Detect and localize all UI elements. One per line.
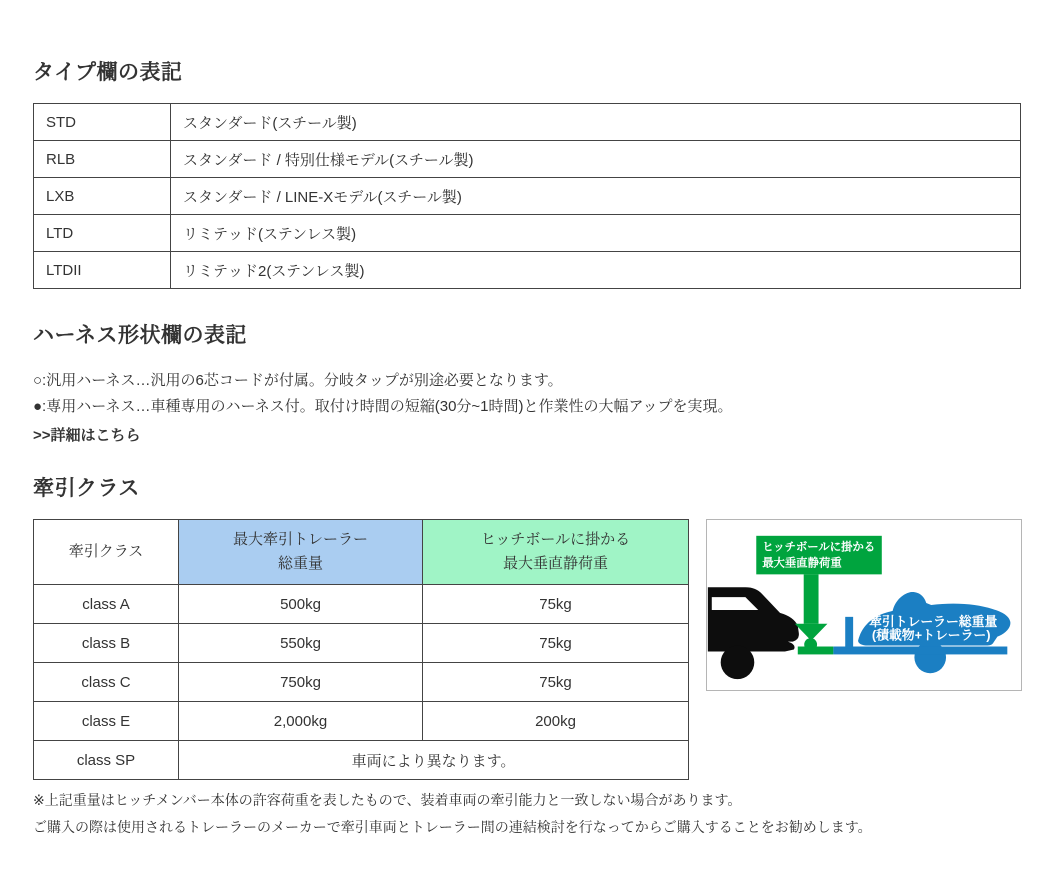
towing-section xyxy=(33,472,1022,841)
towing-header-load-line2: 最大垂直静荷重 xyxy=(502,555,608,572)
trailer-label-line2: (積載物+トレーラー) xyxy=(871,627,991,643)
type-description: リミテッド2(ステンレス製) xyxy=(171,252,1021,289)
type-table xyxy=(33,103,1021,289)
towing-header-row xyxy=(34,520,689,585)
trailer-wheel xyxy=(914,642,946,674)
down-arrow-head xyxy=(795,624,828,641)
hitch-bar-green xyxy=(798,647,834,655)
type-section xyxy=(33,56,1022,289)
towing-header-class: 牽引クラス xyxy=(34,520,179,585)
towing-row xyxy=(34,663,689,702)
towing-row xyxy=(34,585,689,624)
type-code: RLB xyxy=(34,141,171,178)
towing-max-load: 75kg xyxy=(423,624,689,663)
type-code: LXB xyxy=(34,178,171,215)
towing-header-weight-line2: 総重量 xyxy=(277,555,323,572)
towing-max-weight: 500kg xyxy=(179,585,423,624)
footnote-capacity: ※上記重量はヒッチメンバー本体の許容荷重を表したもので、装着車両の牽引能力と一致しない場合があります。 xyxy=(33,792,742,808)
towing-table xyxy=(33,519,689,780)
towing-max-weight: 750kg xyxy=(179,663,423,702)
trailer-group xyxy=(833,592,1010,673)
towing-max-load: 200kg xyxy=(423,702,689,741)
type-table-row xyxy=(34,104,1021,141)
towing-row xyxy=(34,702,689,741)
footnote-purchase: ご購入の際は使用されるトレーラーのメーカーで牽引車両とトレーラー間の連結検討を行なってからご購入することをお勧めします。 xyxy=(33,819,872,835)
harness-section xyxy=(33,319,1022,445)
trailer-label-line1: 牽引トレーラー総重量 xyxy=(869,613,998,629)
type-description: スタンダード / LINE-Xモデル(スチール製) xyxy=(171,178,1021,215)
towing-class: class C xyxy=(34,663,179,702)
type-description: スタンダード(スチール製) xyxy=(171,104,1021,141)
type-description: リミテッド(ステンレス製) xyxy=(171,215,1021,252)
towing-max-weight: 550kg xyxy=(179,624,423,663)
towing-illustration-svg xyxy=(707,520,1021,690)
towing-class: class E xyxy=(34,702,179,741)
details-link[interactable]: >>詳細はこちら xyxy=(33,427,141,444)
towing-row-sp xyxy=(34,741,689,780)
car-silhouette xyxy=(708,587,799,679)
type-code: LTD xyxy=(34,215,171,252)
towing-class: class A xyxy=(34,585,179,624)
trailer-post xyxy=(845,617,853,649)
towing-header-load-line1: ヒッチボールに掛かる xyxy=(480,531,631,548)
type-table-row xyxy=(34,141,1021,178)
towing-section-heading: 牽引クラス xyxy=(33,477,140,500)
type-section-heading: タイプ欄の表記 xyxy=(33,61,183,84)
towing-header-weight xyxy=(179,520,423,585)
towing-content xyxy=(33,519,1022,780)
harness-section-heading: ハーネス形状欄の表記 xyxy=(33,324,247,347)
car-wheel xyxy=(721,646,755,680)
towing-header-weight-line1: 最大牽引トレーラー xyxy=(232,531,368,548)
towing-class: class B xyxy=(34,624,179,663)
hitch-label-line2: 最大垂直静荷重 xyxy=(762,557,842,570)
towing-sp-note: 車両により異なります。 xyxy=(179,741,689,780)
type-table-row xyxy=(34,178,1021,215)
towing-max-load: 75kg xyxy=(423,663,689,702)
towing-max-load: 75kg xyxy=(423,585,689,624)
down-arrow-shaft xyxy=(804,574,819,623)
type-description: スタンダード / 特別仕様モデル(スチール製) xyxy=(171,141,1021,178)
type-table-row xyxy=(34,215,1021,252)
towing-max-weight: 2,000kg xyxy=(179,702,423,741)
type-table-row xyxy=(34,252,1021,289)
harness-dedicated-line: ●:専用ハーネス…車種専用のハーネス付。取付け時間の短縮(30分~1時間)と作業性の大幅アップを実現。 xyxy=(33,398,733,415)
towing-row xyxy=(34,624,689,663)
towing-illustration xyxy=(706,519,1022,691)
type-code: LTDII xyxy=(34,252,171,289)
towing-class: class SP xyxy=(34,741,179,780)
hitch-label-line1: ヒッチボールに掛かる xyxy=(762,541,876,554)
trailer-bar xyxy=(833,647,1007,655)
towing-header-load xyxy=(423,520,689,585)
type-code: STD xyxy=(34,104,171,141)
harness-generic-line: ○:汎用ハーネス…汎用の6芯コードが付属。分岐タップが別途必要となります。 xyxy=(33,372,563,389)
